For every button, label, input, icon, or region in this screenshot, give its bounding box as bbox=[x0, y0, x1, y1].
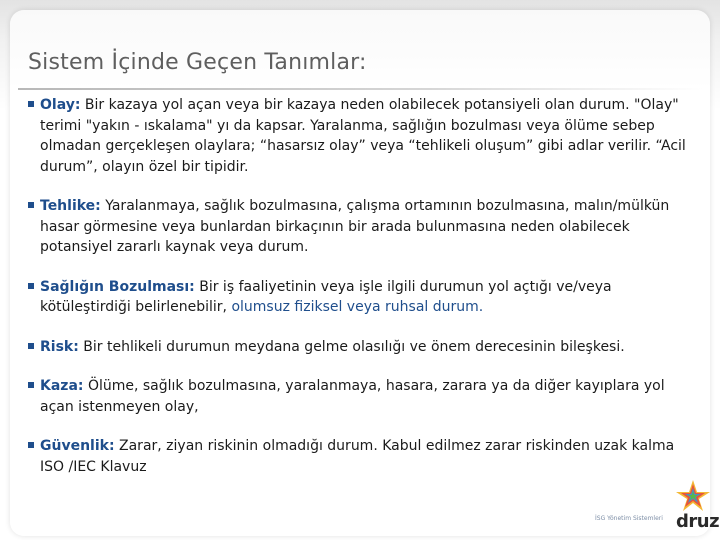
square-bullet-icon bbox=[28, 382, 34, 388]
square-bullet-icon bbox=[28, 202, 34, 208]
definition-sagligin-bozulmasi bbox=[28, 277, 698, 318]
definition-kaza bbox=[28, 376, 698, 417]
definition-tehlike bbox=[28, 196, 698, 258]
square-bullet-icon bbox=[28, 343, 34, 349]
definition-text: Zarar, ziyan riskinin olmadığı durum. Kabul edilmez zarar riskinden uzak kalma ISO /IEC Klavuz bbox=[40, 438, 675, 475]
term-label: Olay: bbox=[40, 97, 81, 113]
definition-text: Bir kazaya yol açan veya bir kazaya neden olabilecek potansiyeli olan durum. "Olay" terimi "yakın - ıskalama" yı da kapsar. Yaralanma, sağlığın bozulması veya ölüme sebep olmadan gerçekleşen olaylara; “hasarsız olay” veya “tehlikeli oluşum” gibi adlar verilir. “Acil durum”, olayın özel bir tipidir. bbox=[40, 97, 686, 175]
square-bullet-icon bbox=[28, 283, 34, 289]
definition-highlight: olumsuz fiziksel veya ruhsal durum. bbox=[231, 299, 484, 315]
term-label: Kaza: bbox=[40, 378, 84, 394]
square-bullet-icon bbox=[28, 442, 34, 448]
footer-caption: İSG Yönetim Sistemleri bbox=[595, 515, 663, 522]
term-label: Sağlığın Bozulması: bbox=[40, 278, 195, 295]
term-label: Güvenlik: bbox=[40, 438, 115, 454]
slide-title: Sistem İçinde Geçen Tanımlar: bbox=[28, 50, 367, 75]
term-label: Risk: bbox=[40, 338, 79, 355]
definitions-list bbox=[28, 95, 698, 496]
term-label: Tehlike: bbox=[40, 198, 101, 214]
definition-text: Yaralanmaya, sağlık bozulmasına, çalışma ortamının bozulmasına, malın/mülkün hasar görmesine veya bunlardan birkaçının bir arada bulunmasına neden olabilecek potansiyel zararlı kaynak veya durum. bbox=[40, 198, 670, 255]
title-divider bbox=[18, 88, 702, 90]
definition-text: Ölüme, sağlık bozulmasına, yaralanmaya, hasara, zarara ya da diğer kayıplara yol açan istenmeyen olay, bbox=[40, 378, 665, 415]
definition-text: Bir tehlikeli durumun meydana gelme olasılığı ve önem derecesinin bileşkesi. bbox=[78, 338, 625, 355]
definition-olay bbox=[28, 95, 698, 177]
definition-guvenlik bbox=[28, 436, 698, 477]
definition-risk bbox=[28, 337, 698, 358]
logo-wordmark: druz bbox=[676, 511, 720, 532]
definition-text: Bir iş faaliyetinin veya işle ilgili durumun yol açtığı ve/veya kötüleştirdiği belirlenebilir, bbox=[40, 278, 612, 315]
square-bullet-icon bbox=[28, 101, 34, 107]
